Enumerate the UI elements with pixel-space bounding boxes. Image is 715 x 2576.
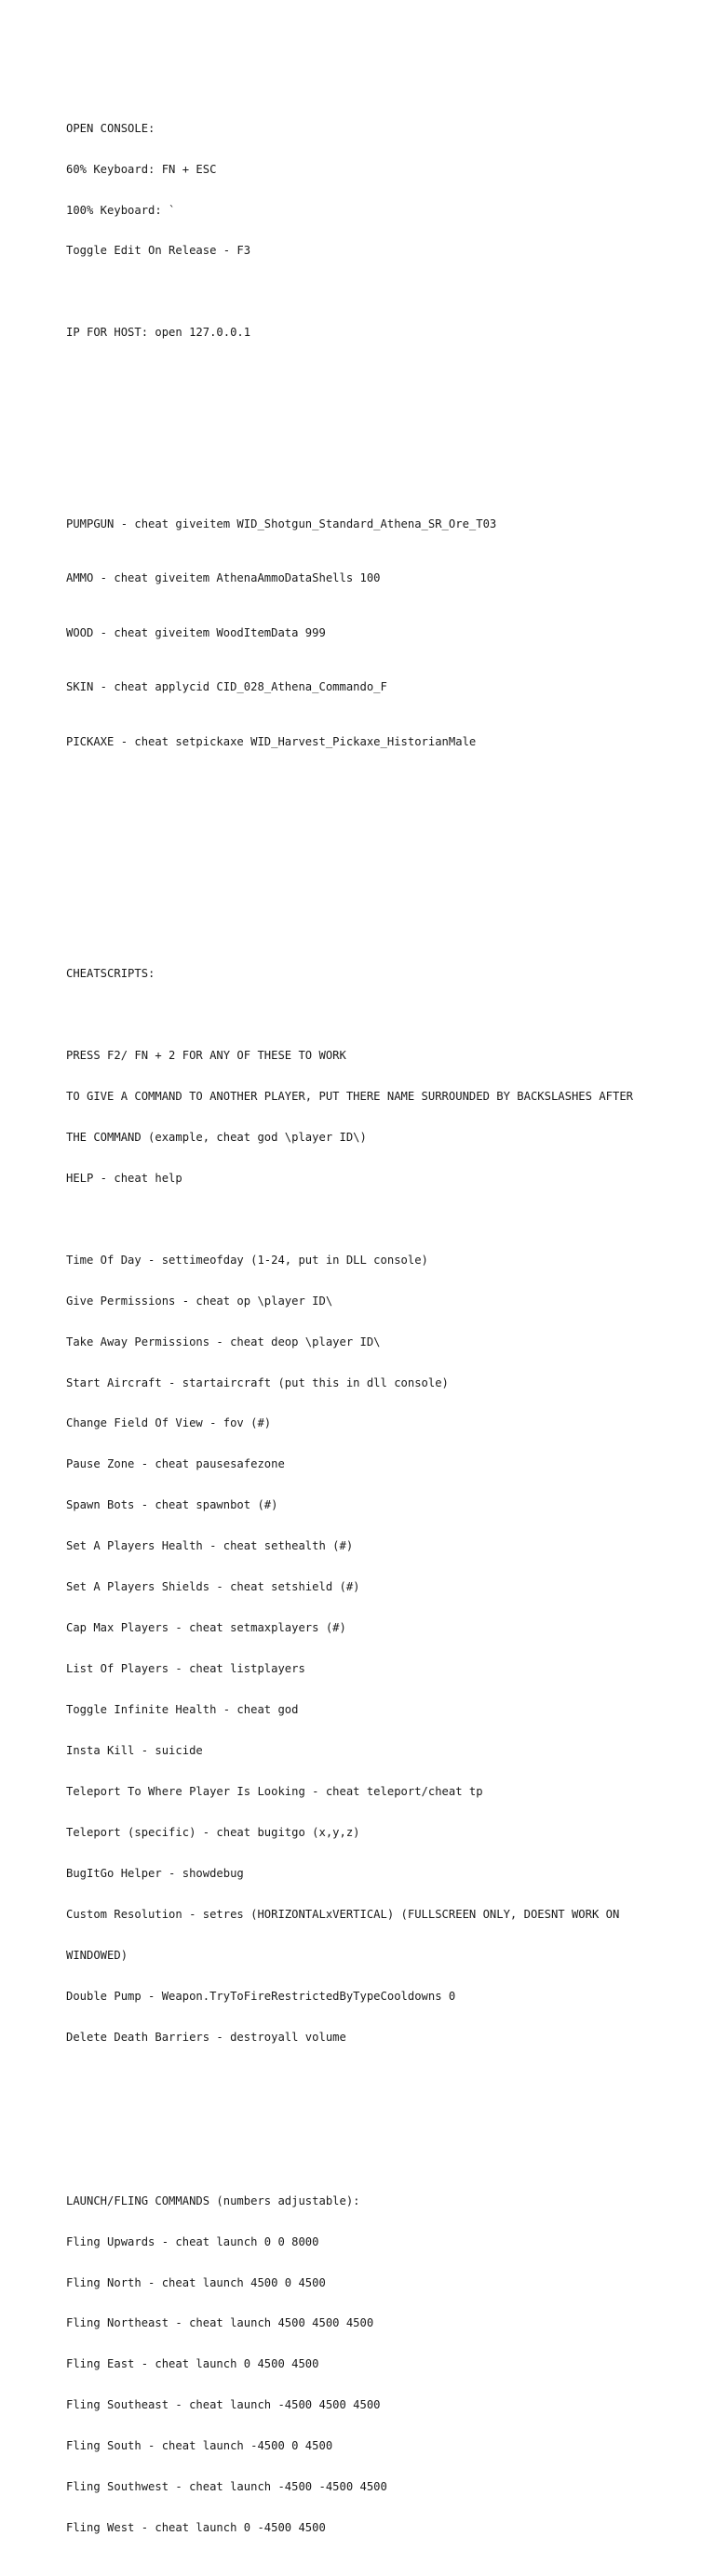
command-line: Custom Resolution - setres (HORIZONTALxVERTICAL) (FULLSCREEN ONLY, DOESNT WORK ON [66, 1907, 620, 1921]
fling-command-line: Fling South - cheat launch -4500 0 4500 [66, 2439, 333, 2453]
fling-section [66, 2167, 681, 2562]
command-line: Toggle Infinite Health - cheat god [66, 1703, 299, 1717]
section-heading: CHEATSCRIPTS: [66, 967, 155, 980]
command-line: Start Aircraft - startaircraft (put this in dll console) [66, 1375, 449, 1389]
item-command-line: SKIN - cheat applycid CID_028_Athena_Commando_F [66, 680, 387, 694]
section-heading: LAUNCH/FLING COMMANDS (numbers adjustable): [66, 2194, 360, 2207]
intro-line: PRESS F2/ FN + 2 FOR ANY OF THESE TO WORK [66, 1048, 346, 1062]
item-command-line: PUMPGUN - cheat giveitem WID_Shotgun_Standard_Athena_SR_Ore_T03 [66, 517, 497, 530]
item-command-line: AMMO - cheat giveitem AthenaAmmoDataShells 100 [66, 571, 381, 585]
command-line: WINDOWED) [66, 1948, 128, 1962]
spacer [66, 408, 681, 449]
command-line: BugItGo Helper - showdebug [66, 1866, 244, 1880]
cheatscripts-section [66, 940, 681, 2072]
text-line: 60% Keyboard: FN + ESC [66, 162, 217, 176]
spacer [66, 817, 681, 858]
command-line: Teleport (specific) - cheat bugitgo (x,y,z) [66, 1826, 360, 1840]
command-line: Set A Players Health - cheat sethealth (#) [66, 1539, 354, 1553]
item-command-line: WOOD - cheat giveitem WoodItemData 999 [66, 625, 326, 639]
text-line: OPEN CONSOLE: [66, 121, 155, 135]
document-page [66, 67, 681, 2576]
fling-command-line: Fling Upwards - cheat launch 0 0 8000 [66, 2234, 319, 2248]
intro-line: HELP - cheat help [66, 1171, 182, 1185]
intro-line: THE COMMAND (example, cheat god \player ID\) [66, 1130, 367, 1144]
host-ip-line: IP FOR HOST: open 127.0.0.1 [66, 326, 251, 340]
command-line: Take Away Permissions - cheat deop \player ID\ [66, 1335, 381, 1348]
command-line: Give Permissions - cheat op \player ID\ [66, 1294, 333, 1308]
command-line: Change Field Of View - fov (#) [66, 1416, 272, 1430]
command-line: Double Pump - Weapon.TryToFireRestrictedByTypeCooldowns 0 [66, 1989, 456, 2003]
spacer [66, 285, 681, 299]
spacer [66, 885, 681, 899]
spacer [66, 1008, 681, 1022]
command-line: List Of Players - cheat listplayers [66, 1662, 305, 1676]
fling-command-line: Fling West - cheat launch 0 -4500 4500 [66, 2521, 326, 2535]
command-line: Cap Max Players - cheat setmaxplayers (#) [66, 1621, 346, 1635]
spacer [66, 2113, 681, 2127]
item-command-line: PICKAXE - cheat setpickaxe WID_Harvest_Pickaxe_HistorianMale [66, 734, 477, 748]
command-line: Set A Players Shields - cheat setshield (#) [66, 1580, 360, 1594]
text-line: Toggle Edit On Release - F3 [66, 244, 251, 258]
fling-command-line: Fling Southeast - cheat launch -4500 4500 4500 [66, 2398, 381, 2412]
fling-command-line: Fling Southwest - cheat launch -4500 -4500 4500 [66, 2480, 387, 2494]
command-line: Pause Zone - cheat pausesafezone [66, 1457, 285, 1471]
command-line: Teleport To Where Player Is Looking - cheat teleport/cheat tp [66, 1785, 483, 1799]
command-line: Insta Kill - suicide [66, 1744, 203, 1758]
fling-command-line: Fling Northeast - cheat launch 4500 4500 4500 [66, 2316, 374, 2330]
spacer [66, 1213, 681, 1227]
command-line: Spawn Bots - cheat spawnbot (#) [66, 1498, 278, 1512]
fling-command-line: Fling East - cheat launch 0 4500 4500 [66, 2357, 319, 2371]
fling-command-line: Fling North - cheat launch 4500 0 4500 [66, 2275, 326, 2289]
item-commands-section [66, 490, 681, 776]
console-section [66, 94, 681, 367]
intro-line: TO GIVE A COMMAND TO ANOTHER PLAYER, PUT THERE NAME SURROUNDED BY BACKSLASHES AFTER [66, 1089, 634, 1103]
command-line: Time Of Day - settimeofday (1-24, put in DLL console) [66, 1253, 428, 1267]
text-line: 100% Keyboard: ` [66, 203, 176, 217]
command-line: Delete Death Barriers - destroyall volume [66, 2030, 346, 2044]
